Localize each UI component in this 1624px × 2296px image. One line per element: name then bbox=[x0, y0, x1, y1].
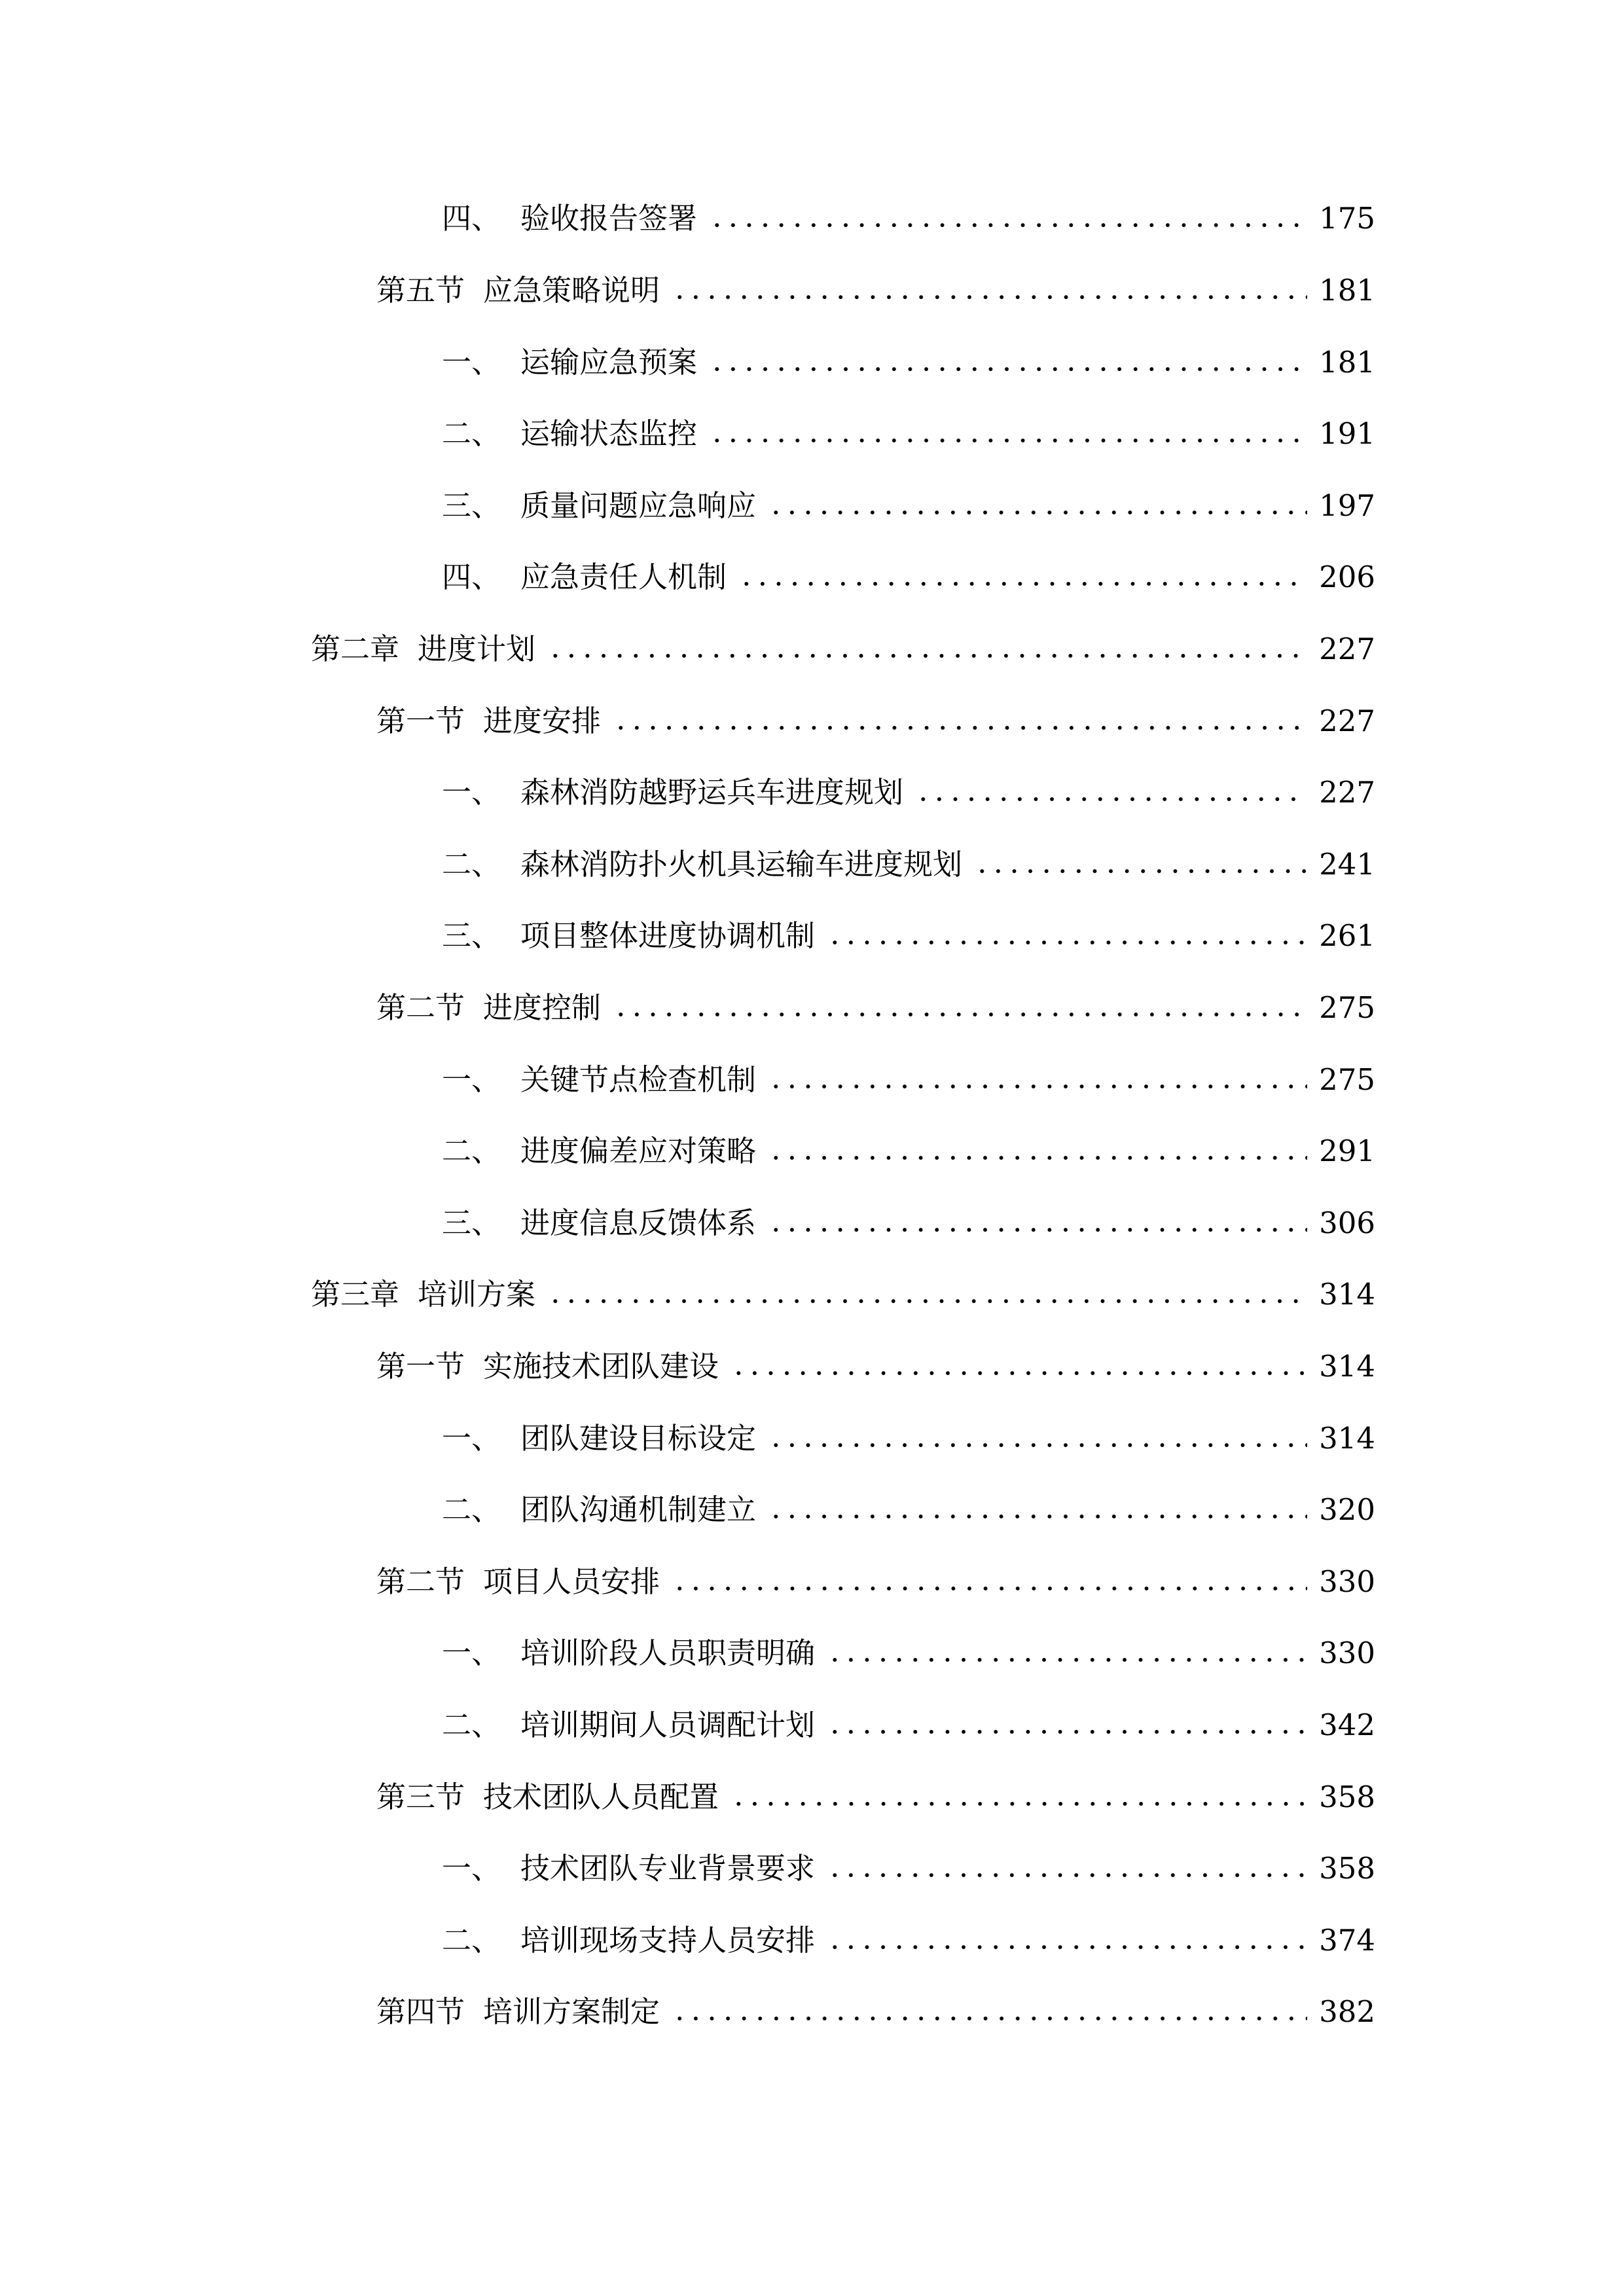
toc-entry-prefix: 二、 bbox=[442, 416, 501, 451]
toc-entry-page: 275 bbox=[1319, 1062, 1375, 1097]
toc-entry-title: 项目人员安排 bbox=[483, 1564, 660, 1599]
toc-entry-page: 374 bbox=[1319, 1923, 1375, 1958]
dot-leader bbox=[768, 511, 1307, 514]
toc-entry bbox=[442, 770, 1375, 816]
toc-entry bbox=[376, 698, 1375, 744]
toc-entry-title: 质量问题应急响应 bbox=[520, 488, 757, 523]
toc-entry bbox=[442, 1057, 1375, 1103]
toc-entry bbox=[376, 268, 1375, 314]
toc-entry bbox=[442, 1128, 1375, 1174]
dot-leader bbox=[709, 367, 1307, 371]
toc-entry-title: 实施技术团队建设 bbox=[483, 1349, 719, 1384]
toc-entry-prefix: 一、 bbox=[442, 1421, 501, 1456]
toc-entry-title: 应急责任人机制 bbox=[520, 560, 727, 594]
toc-entry bbox=[442, 554, 1375, 600]
toc-entry-title: 培训期间人员调配计划 bbox=[520, 1708, 816, 1742]
toc-entry-prefix: 三、 bbox=[442, 488, 501, 523]
toc-entry-prefix: 第二节 bbox=[376, 1564, 465, 1599]
toc-entry-page: 314 bbox=[1319, 1277, 1375, 1312]
dot-leader bbox=[613, 726, 1307, 730]
toc-entry bbox=[442, 483, 1375, 529]
dot-leader bbox=[768, 1156, 1307, 1160]
toc-entry-prefix: 第三节 bbox=[376, 1780, 465, 1814]
toc-entry-title: 技术团队人员配置 bbox=[483, 1780, 719, 1814]
toc-entry-page: 241 bbox=[1319, 847, 1375, 882]
toc-entry bbox=[442, 340, 1375, 386]
toc-entry-page: 227 bbox=[1319, 632, 1375, 666]
toc-entry-prefix: 三、 bbox=[442, 918, 501, 953]
dot-leader bbox=[827, 1730, 1307, 1734]
toc-entry bbox=[376, 1989, 1375, 2035]
dot-leader bbox=[768, 1228, 1307, 1232]
toc-entry-prefix: 四、 bbox=[442, 560, 501, 594]
toc-entry-page: 275 bbox=[1319, 990, 1375, 1025]
toc-entry-prefix: 二、 bbox=[442, 1708, 501, 1742]
toc-entry-title: 技术团队专业背景要求 bbox=[520, 1851, 816, 1886]
toc-entry-page: 261 bbox=[1319, 918, 1375, 953]
toc-entry-title: 培训现场支持人员安排 bbox=[520, 1923, 816, 1958]
toc-entry bbox=[442, 411, 1375, 457]
dot-leader bbox=[731, 1802, 1307, 1806]
toc-entry-title: 团队沟通机制建立 bbox=[520, 1492, 757, 1527]
toc-entry-page: 175 bbox=[1319, 201, 1375, 236]
toc-entry-prefix: 第一节 bbox=[376, 704, 465, 738]
toc-entry-title: 关键节点检查机制 bbox=[520, 1062, 757, 1097]
toc-entry-prefix: 一、 bbox=[442, 1062, 501, 1097]
toc-entry-title: 项目整体进度协调机制 bbox=[520, 918, 816, 953]
toc-entry-prefix: 二、 bbox=[442, 1134, 501, 1168]
toc-entry bbox=[442, 1702, 1375, 1748]
toc-entry-prefix: 二、 bbox=[442, 1923, 501, 1958]
dot-leader bbox=[915, 797, 1307, 801]
toc-entry-title: 进度安排 bbox=[483, 704, 602, 738]
dot-leader bbox=[547, 1299, 1307, 1303]
toc-entry-title: 验收报告签署 bbox=[520, 201, 698, 236]
toc-entry bbox=[442, 1416, 1375, 1462]
toc-entry bbox=[376, 1344, 1375, 1390]
dot-leader bbox=[709, 223, 1307, 227]
dot-leader bbox=[672, 295, 1307, 299]
toc-entry-title: 培训方案制定 bbox=[483, 1994, 660, 2029]
toc-entry-title: 培训阶段人员职责明确 bbox=[520, 1636, 816, 1670]
toc-entry-page: 206 bbox=[1319, 560, 1375, 594]
toc-entry-title: 应急策略说明 bbox=[483, 273, 660, 308]
toc-entry bbox=[442, 1846, 1375, 1892]
toc-entry-page: 382 bbox=[1319, 1994, 1375, 2029]
toc-entry-title: 培训方案 bbox=[418, 1277, 536, 1312]
toc-entry-page: 320 bbox=[1319, 1492, 1375, 1527]
toc-entry-page: 181 bbox=[1319, 345, 1375, 380]
toc-entry-page: 197 bbox=[1319, 488, 1375, 523]
dot-leader bbox=[827, 1873, 1307, 1877]
dot-leader bbox=[768, 1515, 1307, 1518]
toc-entry bbox=[376, 1559, 1375, 1605]
toc-entry-page: 227 bbox=[1319, 775, 1375, 810]
toc-entry-page: 358 bbox=[1319, 1851, 1375, 1886]
toc-entry bbox=[442, 1487, 1375, 1533]
toc-entry-prefix: 第一节 bbox=[376, 1349, 465, 1384]
toc-entry-page: 342 bbox=[1319, 1708, 1375, 1742]
dot-leader bbox=[672, 1587, 1307, 1590]
toc-entry-prefix: 一、 bbox=[442, 775, 501, 810]
dot-leader bbox=[974, 869, 1307, 873]
toc-entry-page: 227 bbox=[1319, 704, 1375, 738]
toc-entry-title: 森林消防扑火机具运输车进度规划 bbox=[520, 847, 963, 882]
toc-entry bbox=[376, 985, 1375, 1031]
toc-entry-prefix: 一、 bbox=[442, 345, 501, 380]
toc-entry-prefix: 一、 bbox=[442, 1636, 501, 1670]
toc-entry-prefix: 二、 bbox=[442, 847, 501, 882]
dot-leader bbox=[827, 1658, 1307, 1662]
toc-entry-prefix: 第四节 bbox=[376, 1994, 465, 2029]
dot-leader bbox=[613, 1013, 1307, 1016]
toc-entry-page: 358 bbox=[1319, 1780, 1375, 1814]
toc-entry-prefix: 三、 bbox=[442, 1206, 501, 1240]
toc-entry-page: 291 bbox=[1319, 1134, 1375, 1168]
toc-entry-prefix: 第二章 bbox=[311, 632, 400, 666]
dot-leader bbox=[827, 1945, 1307, 1949]
dot-leader bbox=[672, 2017, 1307, 2020]
toc-entry-page: 314 bbox=[1319, 1349, 1375, 1384]
toc-entry bbox=[442, 842, 1375, 888]
toc-entry-prefix: 第二节 bbox=[376, 990, 465, 1025]
toc-entry-prefix: 第五节 bbox=[376, 273, 465, 308]
toc-entry-page: 181 bbox=[1319, 273, 1375, 308]
dot-leader bbox=[768, 1085, 1307, 1088]
toc-entry-title: 进度信息反馈体系 bbox=[520, 1206, 757, 1240]
toc-entry bbox=[376, 1774, 1375, 1820]
toc-entry-prefix: 二、 bbox=[442, 1492, 501, 1527]
toc-entry-page: 330 bbox=[1319, 1636, 1375, 1670]
toc-entry-page: 191 bbox=[1319, 416, 1375, 451]
dot-leader bbox=[731, 1371, 1307, 1375]
toc-entry-prefix: 一、 bbox=[442, 1851, 501, 1886]
toc-entry-title: 森林消防越野运兵车进度规划 bbox=[520, 775, 904, 810]
toc-entry bbox=[442, 1630, 1375, 1676]
toc-entry-title: 进度控制 bbox=[483, 990, 602, 1025]
toc-entry bbox=[442, 913, 1375, 959]
toc-entry bbox=[442, 196, 1375, 242]
dot-leader bbox=[738, 582, 1307, 586]
toc-entry bbox=[442, 1918, 1375, 1964]
toc-entry-title: 运输应急预案 bbox=[520, 345, 698, 380]
toc-entry-title: 进度计划 bbox=[418, 632, 536, 666]
toc-entry-prefix: 第三章 bbox=[311, 1277, 400, 1312]
toc-entry-title: 运输状态监控 bbox=[520, 416, 698, 451]
toc-entry-page: 330 bbox=[1319, 1564, 1375, 1599]
toc-entry-title: 进度偏差应对策略 bbox=[520, 1134, 757, 1168]
dot-leader bbox=[547, 654, 1307, 658]
toc-entry bbox=[311, 1272, 1375, 1318]
toc-entry-title: 团队建设目标设定 bbox=[520, 1421, 757, 1456]
toc-entry bbox=[311, 626, 1375, 672]
toc-entry bbox=[442, 1200, 1375, 1246]
dot-leader bbox=[827, 941, 1307, 944]
toc-entry-page: 306 bbox=[1319, 1206, 1375, 1240]
dot-leader bbox=[709, 439, 1307, 442]
dot-leader bbox=[768, 1443, 1307, 1447]
toc-entry-page: 314 bbox=[1319, 1421, 1375, 1456]
toc-entry-prefix: 四、 bbox=[442, 201, 501, 236]
